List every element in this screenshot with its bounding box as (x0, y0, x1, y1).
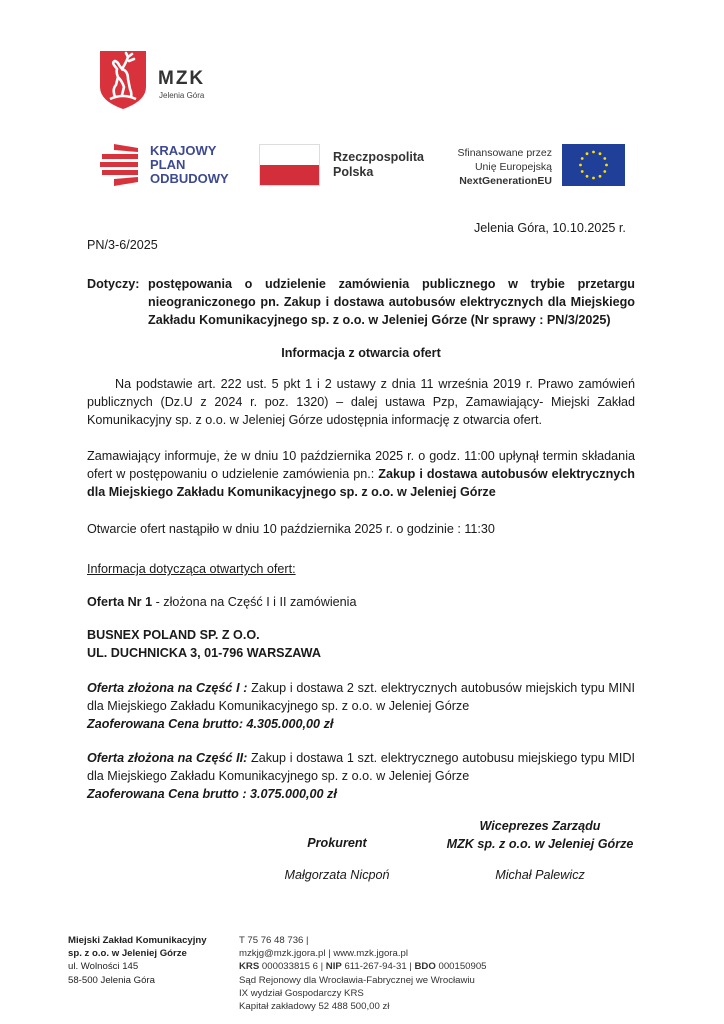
kpo-logo-text: KRAJOWY PLAN ODBUDOWY (150, 143, 229, 186)
footer-registry-info: T 75 76 48 736 | mzkjg@mzk.jgora.pl | www.mzk.jgora.pl KRS 000033815 6 | NIP 611-267-94-31 | BDO 000150905 Sąd Rejonowy dla Wrocławia-Fabrycznej we Wrocławiu IX wydział Gospodarczy KRS Kapitał zakładowy 52 488 500,00 zł (239, 935, 487, 1013)
opening-time-paragraph: Otwarcie ofert nastąpiło w dniu 10 października 2025 r. o godzinie : 11:30 (87, 522, 495, 536)
offer-part-2: Oferta złożona na Część II: Zakup i dostawa 1 szt. elektrycznego autobusu miejskiego typu MIDI dla Miejskiego Zakładu Komunikacyjnego sp. z o.o. w Jeleniej Górze Zaoferowana Cena brutto : 3.075.000,00 zł (87, 751, 635, 801)
mzk-logo-shield-icon (98, 49, 148, 111)
signature-1-title: Prokurent (307, 836, 367, 850)
offer-part-2-price: Zaoferowana Cena brutto : 3.075.000,00 zł (87, 787, 337, 801)
poland-flag-icon (259, 144, 320, 186)
poland-logo-text: Rzeczpospolita Polska (333, 150, 424, 179)
reference-number: PN/3-6/2025 (87, 238, 158, 252)
signature-1-name: Małgorzata Nicpoń (284, 868, 390, 882)
subject-text: postępowania o udzielenie zamówienia publicznego w trybie przetargu nieograniczonego pn. Zakup i dostawa autobusów elektrycznych dla Miejskiego Zakładu Komunikacyjnego sp. z o.o. w Jeleniej Górze (Nr sprawy : PN/3/2025) (148, 277, 635, 327)
document-title: Informacja z otwarcia ofert (281, 346, 441, 360)
mzk-logo-name: MZK (158, 68, 206, 89)
footer-phone: T 75 76 48 736 | (239, 935, 309, 946)
signature-2-name: Michał Palewicz (495, 868, 585, 882)
eu-funding-text: Sfinansowane przez Unię Europejską NextGenerationEU (457, 147, 552, 187)
place-and-date: Jelenia Góra, 10.10.2025 r. (474, 221, 626, 235)
footer-registry-numbers: KRS 000033815 6 | NIP 611-267-94-31 | BDO 000150905 (239, 961, 487, 973)
offer-part-1: Oferta złożona na Część I : Zakup i dostawa 2 szt. elektrycznych autobusów miejskich typu MINI dla Miejskiego Zakładu Komunikacyjnego sp. z o.o. w Jeleniej Górze Zaoferowana Cena brutto: 4.305.000,00 zł (87, 681, 635, 731)
kpo-building-icon (100, 144, 138, 186)
offer-part-1-price: Zaoferowana Cena brutto: 4.305.000,00 zł (87, 717, 334, 731)
signature-2-title: Wiceprezes Zarządu MZK sp. z o.o. w Jeleniej Górze (446, 819, 634, 851)
footer-contact-links[interactable]: mzkjg@mzk.jgora.pl | www.mzk.jgora.pl (239, 948, 408, 960)
footer-company-address: Miejski Zakład Komunikacyjny sp. z o.o. w Jeleniej Górze ul. Wolności 145 58-500 Jelenia Góra (68, 935, 207, 986)
subject-block (87, 275, 635, 329)
subject-label: Dotyczy: (87, 277, 140, 291)
offers-heading: Informacja dotycząca otwartych ofert: (87, 562, 296, 576)
legal-basis-paragraph: Na podstawie art. 222 ust. 5 pkt 1 i 2 ustawy z dnia 11 września 2019 r. Prawo zamówień publicznych (Dz.U z 2024 r. poz. 1320) – dalej ustawa Pzp, Zamawiający- Miejski Zakład Komunikacyjny sp. z o.o. w Jeleniej Górze udostępnia informację z otwarcia ofert. (87, 377, 635, 427)
mzk-logo-city: Jelenia Góra (159, 91, 205, 100)
company-name: BUSNEX POLAND SP. Z O.O. (87, 628, 260, 642)
deadline-paragraph: Zamawiający informuje, że w dniu 10 października 2025 r. o godz. 11:00 upłynął termin składania ofert w postępowaniu o udzielenie zamówienia pn.: Zakup i dostawa autobusów elektrycznych dla Miejskiego Zakładu Komunikacyjnego sp. z o.o. w Jeleniej Górze (87, 449, 635, 499)
offer-1-company (87, 626, 321, 662)
offer-1-header: Oferta Nr 1 - złożona na Część I i II zamówienia (87, 595, 357, 609)
eu-flag-icon (562, 144, 625, 186)
company-address: UL. DUCHNICKA 3, 01-796 WARSZAWA (87, 646, 321, 660)
